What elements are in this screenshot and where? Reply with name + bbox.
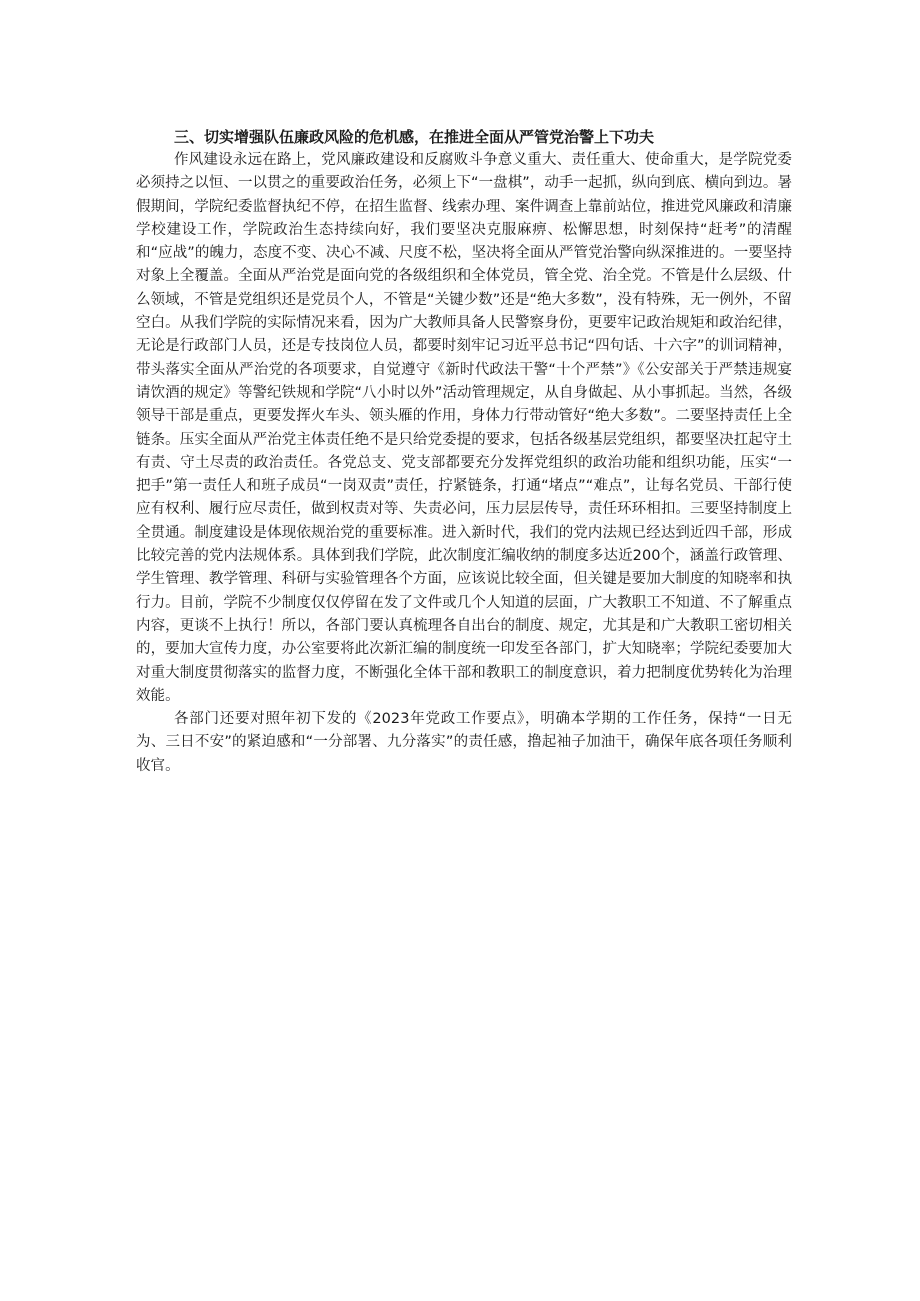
body-paragraph-1: 作风建设永远在路上，党风廉政建设和反腐败斗争意义重大、责任重大、使命重大，是学院党委必须持之以恒、一以贯之的重要政治任务，必须上下“一盘棋”，动手一起抓，纵向到底、横向到边。暑假期间，学院纪委监督执纪不停，在招生监督、线索办理、案件调查上靠前站位，推进党风廉政和清廉学校建设工作，学院政治生态持续向好，我们要坚决克服麻痹、松懈思想，时刻保持“赶考”的清醒和“应战”的魄力，态度不变、决心不减、尺度不松，坚决将全面从严管党治警向纵深推进的。一要坚持对象上全覆盖。全面从严治党是面向党的各级组织和全体党员，管全党、治全党。不管是什么层级、什么领域，不管是党组织还是党员个人，不管是“关键少数”还是“绝大多数”，没有特殊，无一例外，不留空白。从我们学院的实际情况来看，因为广大教师具备人民警察身份，更要牢记政治规矩和政治纪律，无论是行政部门人员，还是专技岗位人员，都要时刻牢记习近平总书记“四句话、十六字”的训词精神，带头落实全面从严治党的各项要求，自觉遵守《新时代政法干警“十个严禁”》《公安部关于严禁违规宴请饮酒的规定》等警纪铁规和学院“八小时以外”活动管理规定，从自身做起、从小事抓起。当然，各级领导干部是重点，更要发挥火车头、领头雁的作用，身体力行带动管好“绝大多数”。二要坚持责任上全链条。压实全面从严治党主体责任绝不是只给党委提的要求，包括各级基层党组织，都要坚决扛起守土有责、守土尽责的政治责任。各党总支、党支部都要充分发挥党组织的政治功能和组织功能，压实“一把手”第一责任人和班子成员“一岗双责”责任，拧紧链条，打通“堵点”“难点”，让每名党员、干部行使应有权利、履行应尽责任，做到权责对等、失责必问，压力层层传导，责任环环相扣。三要坚持制度上全贯通。制度建设是体现依规治党的重要标准。进入新时代，我们的党内法规已经达到近四千部，形成比较完善的党内法规体系。具体到我们学院，此次制度汇编收纳的制度多达近200个，涵盖行政管理、学生管理、教学管理、科研与实验管理各个方面，应该说比较全面，但关键是要加大制度的知晓率和执行力。目前，学院不少制度仅仅停留在发了文件或几个人知道的层面，广大教职工不知道、不了解重点内容，更谈不上执行！所以，各部门要认真梳理各自出台的制度、规定，尤其是和广大教职工密切相关的，要加大宣传力度，办公室要将此次新汇编的制度统一印发至各部门，扩大知晓率；学院纪委要加大对重大制度贯彻落实的监督力度，不断强化全体干部和教职工的制度意识，着力把制度优势转化为治理效能。	[136, 152, 792, 704]
document-body	[136, 126, 792, 778]
body-paragraph-2: 各部门还要对照年初下发的《2023年党政工作要点》，明确本学期的工作任务，保持“一日无为、三日不安”的紧迫感和“一分部署、九分落实”的责任感，撸起袖子加油干，确保年底各项任务顺利收官。	[136, 711, 792, 774]
section-heading: 三、切实增强队伍廉政风险的危机感，在推进全面从严管党治警上下功夫	[174, 128, 655, 146]
